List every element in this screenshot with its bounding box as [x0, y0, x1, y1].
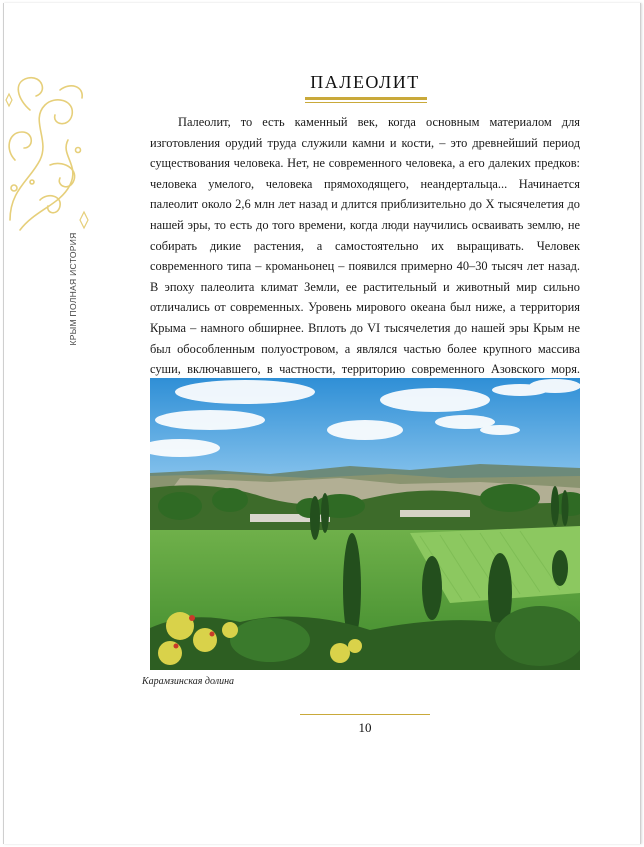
footer-rule	[300, 714, 430, 715]
body-paragraph	[150, 112, 580, 421]
body-paragraph-text: Палеолит, то есть каменный век, когда основным материалом для изготовления орудий труда служили камни и кости, – это древнейший период существования человека. Нет, не современного человека, а его далеких предков: человека умелого, человека прямоходящего, неандертальца... Начинается палеолит около 2,6 млн лет назад и длится приблизительно до X тысячелетия до нашей эры, то есть до того времени, когда люди научились осваивать землю, не собирать дикие растения, а самостоятельно их выращивать. Человек современного типа – кроманьонец – появился примерно 40–30 тысяч лет назад. В эпоху палеолита климат Земли, ее растительный и животный мир сильно отличались от современных. Уровень мирового океана был ниже, а территория Крыма – намного обширнее. Вплоть до VI тысячелетия до нашей эры Крым не был обособленным полуостровом, а являлся частью более крупного массива суши, включавшего, в частности, территорию современного Азовского моря.	[150, 115, 580, 377]
landscape-photo	[150, 378, 580, 670]
page-number: 10	[358, 720, 372, 735]
side-label-text: КРЫМ ПОЛНАЯ ИСТОРИЯ	[68, 232, 78, 346]
side-label	[66, 232, 80, 346]
page-title: ПАЛЕОЛИТ	[310, 72, 420, 92]
title-underline	[305, 97, 427, 103]
photo-caption: Карамзинская долина	[142, 676, 235, 687]
decorative-ornament	[0, 70, 92, 240]
